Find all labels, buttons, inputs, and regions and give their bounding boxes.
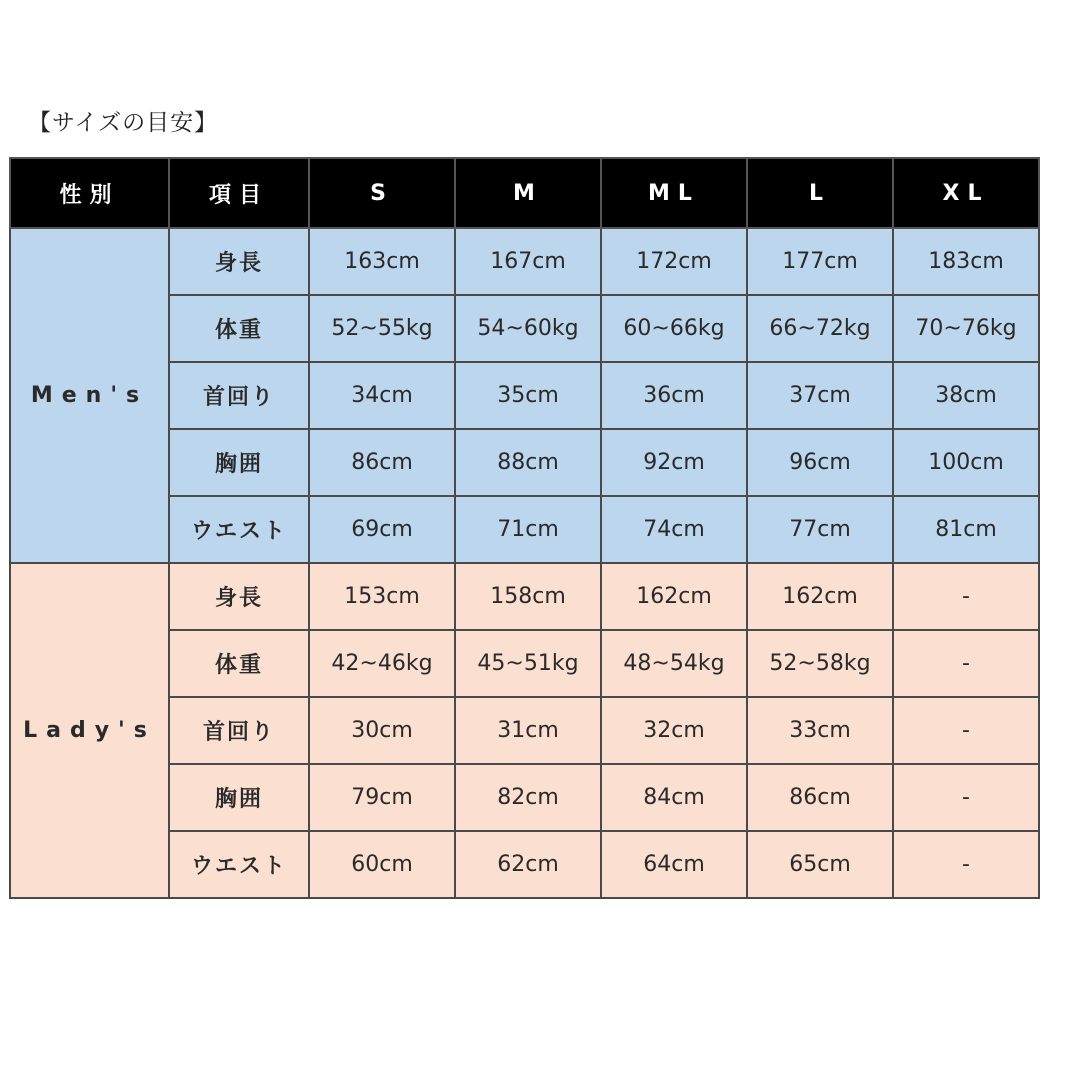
cell: 70~76kg — [893, 295, 1039, 362]
cell: 158cm — [455, 563, 601, 630]
header-row — [10, 158, 1039, 228]
cell: 177cm — [747, 228, 893, 295]
cell: 88cm — [455, 429, 601, 496]
size-chart-table — [9, 157, 1040, 899]
item-label: 身長 — [169, 563, 309, 630]
header-item: 項目 — [169, 158, 309, 228]
cell: 163cm — [309, 228, 455, 295]
item-label: ウエスト — [169, 831, 309, 898]
cell: 100cm — [893, 429, 1039, 496]
cell: 30cm — [309, 697, 455, 764]
cell: 31cm — [455, 697, 601, 764]
cell: - — [893, 764, 1039, 831]
item-label: 体重 — [169, 630, 309, 697]
cell: 66~72kg — [747, 295, 893, 362]
cell: 77cm — [747, 496, 893, 563]
header-size-ml: ML — [601, 158, 747, 228]
cell: - — [893, 563, 1039, 630]
header-size-m: M — [455, 158, 601, 228]
cell: 37cm — [747, 362, 893, 429]
cell: 162cm — [601, 563, 747, 630]
cell: - — [893, 697, 1039, 764]
item-label: 胸囲 — [169, 764, 309, 831]
page-title: 【サイズの目安】 — [28, 110, 219, 136]
cell: 172cm — [601, 228, 747, 295]
header-gender: 性別 — [10, 158, 169, 228]
cell: 96cm — [747, 429, 893, 496]
cell: 32cm — [601, 697, 747, 764]
header-size-l: L — [747, 158, 893, 228]
cell: 45~51kg — [455, 630, 601, 697]
cell: 183cm — [893, 228, 1039, 295]
cell: 54~60kg — [455, 295, 601, 362]
cell: 35cm — [455, 362, 601, 429]
item-label: 胸囲 — [169, 429, 309, 496]
cell: 42~46kg — [309, 630, 455, 697]
cell: 162cm — [747, 563, 893, 630]
cell: 64cm — [601, 831, 747, 898]
cell: 52~58kg — [747, 630, 893, 697]
cell: 81cm — [893, 496, 1039, 563]
item-label: 身長 — [169, 228, 309, 295]
cell: 84cm — [601, 764, 747, 831]
gender-label-men: Men's — [10, 228, 169, 563]
cell: 74cm — [601, 496, 747, 563]
cell: 52~55kg — [309, 295, 455, 362]
cell: 62cm — [455, 831, 601, 898]
table-row — [10, 228, 1039, 295]
cell: 36cm — [601, 362, 747, 429]
cell: 153cm — [309, 563, 455, 630]
cell: 167cm — [455, 228, 601, 295]
cell: - — [893, 630, 1039, 697]
table-row — [10, 563, 1039, 630]
cell: - — [893, 831, 1039, 898]
cell: 34cm — [309, 362, 455, 429]
header-size-s: S — [309, 158, 455, 228]
item-label: 体重 — [169, 295, 309, 362]
cell: 48~54kg — [601, 630, 747, 697]
cell: 71cm — [455, 496, 601, 563]
gender-label-lady: Lady's — [10, 563, 169, 898]
header-size-xl: XL — [893, 158, 1039, 228]
cell: 86cm — [309, 429, 455, 496]
cell: 38cm — [893, 362, 1039, 429]
cell: 60~66kg — [601, 295, 747, 362]
item-label: ウエスト — [169, 496, 309, 563]
item-label: 首回り — [169, 697, 309, 764]
cell: 65cm — [747, 831, 893, 898]
item-label: 首回り — [169, 362, 309, 429]
cell: 92cm — [601, 429, 747, 496]
cell: 86cm — [747, 764, 893, 831]
cell: 69cm — [309, 496, 455, 563]
cell: 82cm — [455, 764, 601, 831]
cell: 60cm — [309, 831, 455, 898]
cell: 79cm — [309, 764, 455, 831]
cell: 33cm — [747, 697, 893, 764]
